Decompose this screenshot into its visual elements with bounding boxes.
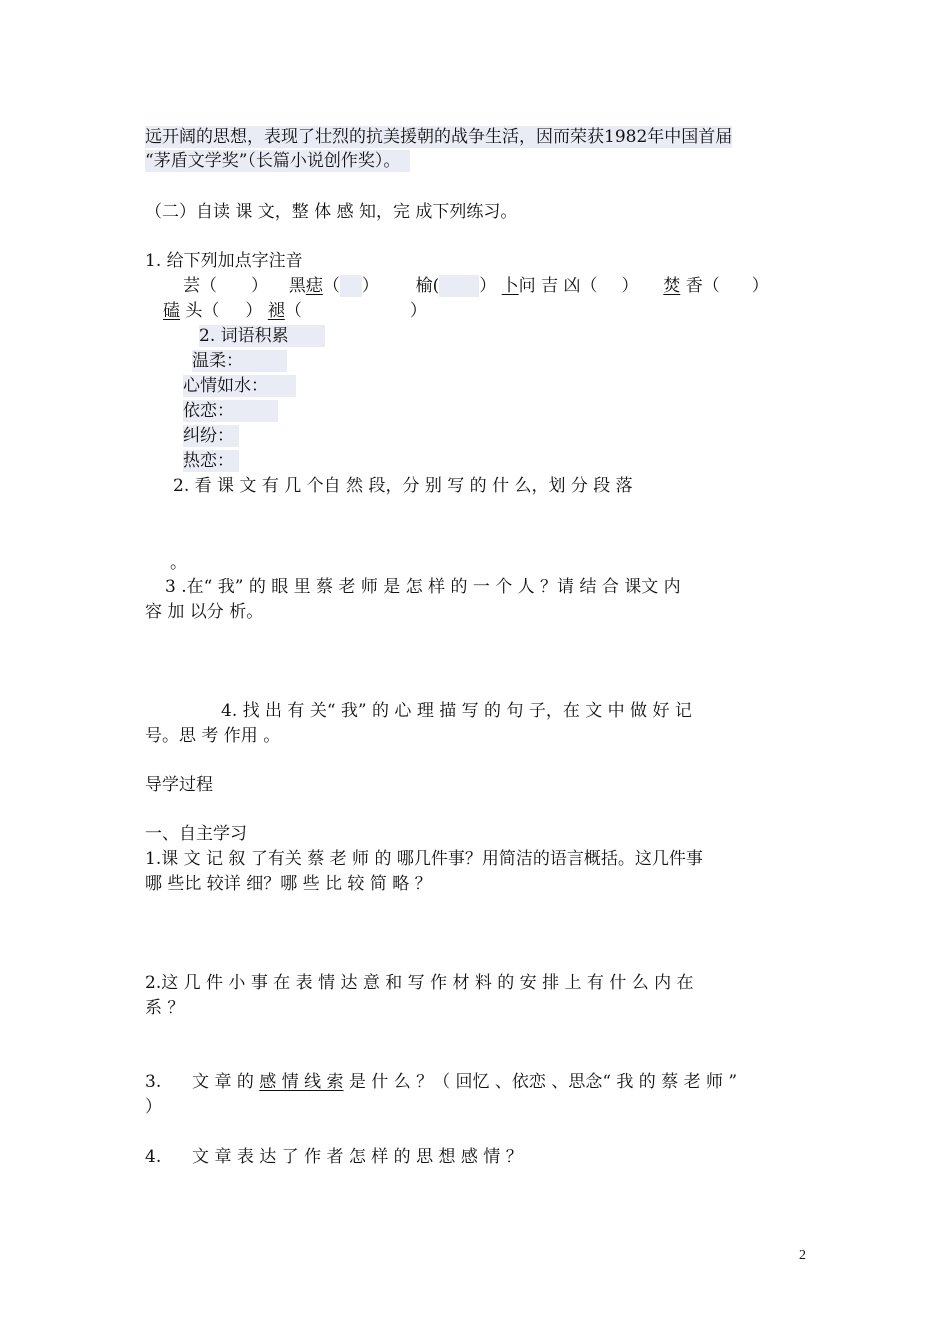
dotted-char-zhi: 痣 [305,276,323,296]
vocab-title: 2. 词语积累 [199,325,325,347]
guide-heading: 导学过程 [145,775,213,795]
page-number: 2 [799,1248,806,1263]
section-1-q3-line-2: ） [145,1097,162,1117]
vocab-item: 依恋： [183,400,278,422]
self-read-heading: （二）自读 课 文，整 体 感 知，完 成下列练习。 [145,202,518,222]
vocab-item: 纠纷： [183,425,239,447]
section-1-q4: 4. 文 章 表 达 了 作 者 怎 样 的 思 想 感 情 ？ [145,1147,523,1167]
word-yu: 榆( [415,276,440,296]
blank[interactable] [439,275,479,297]
dotted-char-fen: 焚 [663,276,681,296]
section-1-title: 一、自主学习 [145,824,247,844]
section-1-q1-line-2: 哪 些比 较详 细？哪 些 比 较 简 略 ？ [145,874,432,894]
pinyin-row-2: 磕 头（ ） 褪（ ） [163,301,427,321]
question-3-line-1: 3 .在“ 我” 的 眼 里 蔡 老 师 是 怎 样 的 一 个 人 ？请 结 合 课文 内 [165,577,681,597]
section-1-q2-line-2: 系 ？ [145,998,185,1018]
question-2-end: 。 [170,553,187,573]
emotion-clue-underlined: 感 情 线 索 [259,1072,344,1092]
vocab-item: 温柔： [192,350,287,372]
q4-number: 4. [145,1147,162,1167]
dotted-char-ke: 磕 [163,301,180,321]
dotted-char-tui: 褪 [267,301,285,321]
question-2: 2. 看 课 文 有 几 个自 然 段，分 别 写 的 什 么，划 分 段 落 [173,476,633,496]
dotted-char-bu: 卜 [501,276,519,296]
intro-line-1: 远开阔的思想，表现了壮烈的抗美援朝的战争生活，因而荣获1982年中国首届 [145,127,733,147]
intro-line-2: “茅盾文学奖”（长篇小说创作奖）。 [145,150,410,172]
q3-number: 3. [145,1072,162,1092]
question-3-line-2: 容 加 以分 析。 [145,602,264,622]
q1-title: 1. 给下列加点字注音 [145,251,303,271]
section-1-q3-line-1: 3. 文 章 的 感 情 线 索 是 什 么 ？（ 回忆 、依恋 、思念“ 我 的 蔡 老 师 ” [145,1072,738,1092]
section-1-q1-line-1: 1.课 文 记 叙 了有关 蔡 老 师 的 哪几件事？用简洁的语言概括。这几件事 [145,849,703,869]
vocab-item: 心情如水： [183,375,296,397]
pinyin-row-1: 芸（ ） 黑痣（ ） 榆( ） 卜问 吉 凶（ ） 焚 香（ ） [183,276,769,296]
question-4-line-1: 4. 找 出 有 关“ 我” 的 心 理 描 写 的 句 子，在 文 中 做 好 记 [221,701,692,721]
word-yun: 芸（ [183,276,217,296]
blank[interactable] [340,275,362,297]
vocab-item: 热恋： [183,450,239,472]
section-1-q2-line-1: 2.这 几 件 小 事 在 表 情 达 意 和 写 作 材 料 的 安 排 上 有 什 么 内 在 [145,973,694,993]
question-4-line-2: 号。思 考 作用 。 [145,726,281,746]
